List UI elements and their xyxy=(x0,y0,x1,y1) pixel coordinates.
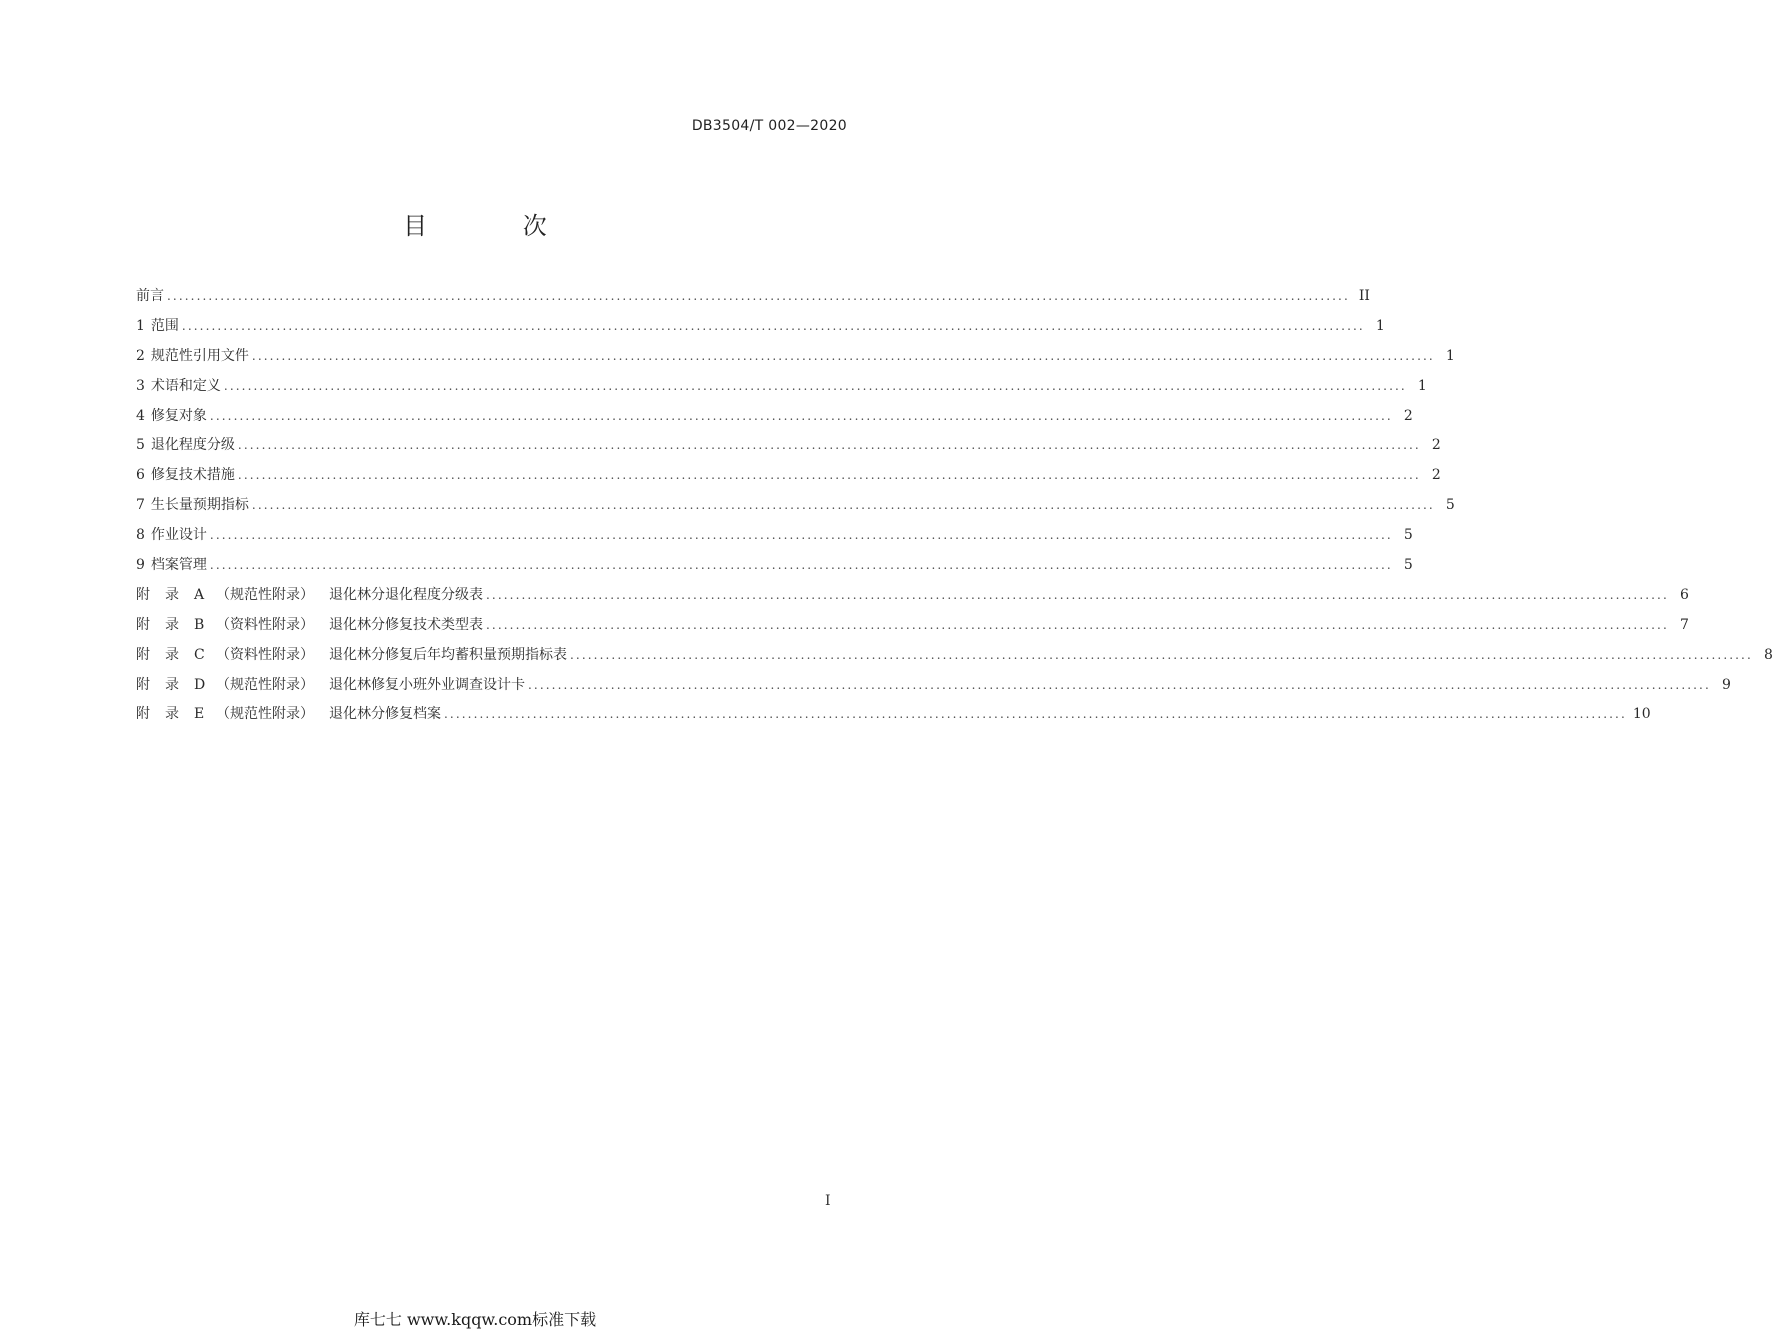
toc-appendix-entry[interactable] xyxy=(136,581,1689,611)
toc-entry-title: 作业设计 xyxy=(150,527,207,544)
toc-entry-page: 1 xyxy=(1417,377,1427,394)
toc-appendix-label xyxy=(136,581,486,611)
appendix-prefix-char: 附 xyxy=(136,616,150,633)
toc-leader-dots: ........................................................................................................................................................................................................ xyxy=(209,558,1393,573)
appendix-prefix xyxy=(136,641,194,671)
toc-appendix-entry[interactable] xyxy=(136,641,1773,671)
appendix-prefix-char: 附 xyxy=(136,586,150,603)
toc-appendix-label xyxy=(136,641,570,671)
toc-entry-label xyxy=(136,372,224,402)
toc-entry-page: 1 xyxy=(1445,347,1455,364)
appendix-kind: （规范性附录） xyxy=(216,586,314,603)
footer-watermark: 库七七 www.kqqw.com标准下载 xyxy=(353,1310,597,1329)
toc-leader-dots: ........................................................................................................................................................................................................ xyxy=(223,378,1407,393)
toc-leader-dots: ........................................................................................................................................................................................................ xyxy=(209,408,1393,423)
toc-entry-title: 规范性引用文件 xyxy=(150,347,249,364)
toc-entry-label xyxy=(136,491,252,521)
toc-entry[interactable] xyxy=(136,342,1455,372)
toc-entry-label xyxy=(136,551,210,581)
toc-entry-title: 前言 xyxy=(136,288,164,304)
toc-entry[interactable] xyxy=(136,402,1413,432)
toc-entry-label xyxy=(136,521,210,551)
table-of-contents xyxy=(136,282,1773,730)
appendix-prefix-char: 附 xyxy=(136,706,150,723)
toc-entry[interactable] xyxy=(136,282,1370,312)
page-number: I xyxy=(825,1193,831,1209)
toc-leader-dots: ........................................................................................................................................................................................................ xyxy=(181,318,1365,333)
toc-entry-title: 术语和定义 xyxy=(150,377,221,394)
toc-entry-number: 2 xyxy=(136,347,145,364)
toc-entry[interactable] xyxy=(136,312,1385,342)
toc-appendix-page: 10 xyxy=(1632,706,1651,723)
toc-entry-title: 退化程度分级 xyxy=(150,437,235,454)
appendix-letter: C xyxy=(194,646,205,663)
toc-appendix-entry[interactable] xyxy=(136,671,1731,701)
toc-leader-dots: ........................................................................................................................................................................................................ xyxy=(528,677,1711,692)
toc-entry-page: 2 xyxy=(1431,437,1441,454)
toc-entry-page: 5 xyxy=(1445,497,1455,514)
toc-entry-number: 5 xyxy=(136,437,145,454)
appendix-title: 退化林分修复后年均蓄积量预期指标表 xyxy=(329,646,567,663)
toc-leader-dots: ........................................................................................................................................................................................................ xyxy=(237,438,1421,453)
toc-entry-page: 5 xyxy=(1403,557,1413,574)
toc-leader-dots: ........................................................................................................................................................................................................ xyxy=(444,707,1627,722)
appendix-prefix-char: 录 xyxy=(165,646,179,663)
document-code: DB3504/T 002—2020 xyxy=(691,118,847,134)
toc-entry-number: 3 xyxy=(136,377,145,394)
toc-leader-dots: ........................................................................................................................................................................................................ xyxy=(486,587,1669,602)
toc-entry-label xyxy=(136,431,238,461)
toc-entry-label xyxy=(136,282,167,312)
toc-leader-dots: ........................................................................................................................................................................................................ xyxy=(167,289,1350,303)
appendix-prefix-char: 录 xyxy=(165,616,179,633)
toc-leader-dots: ........................................................................................................................................................................................................ xyxy=(209,528,1393,543)
toc-entry-number: 1 xyxy=(136,317,145,334)
toc-appendix-page: 9 xyxy=(1721,676,1731,693)
toc-leader-dots: ........................................................................................................................................................................................................ xyxy=(486,617,1669,632)
appendix-letter: A xyxy=(194,586,205,603)
toc-appendix-label xyxy=(136,700,444,730)
toc-entry[interactable] xyxy=(136,431,1441,461)
toc-entry[interactable] xyxy=(136,461,1441,491)
toc-entry-page: 2 xyxy=(1431,467,1441,484)
toc-entry-label xyxy=(136,312,182,342)
toc-leader-dots: ........................................................................................................................................................................................................ xyxy=(237,468,1421,483)
toc-entry-title: 范围 xyxy=(150,317,179,334)
toc-entry-number: 7 xyxy=(136,497,145,514)
appendix-kind: （资料性附录） xyxy=(216,646,314,663)
toc-appendix-label xyxy=(136,671,528,701)
appendix-prefix xyxy=(136,671,194,701)
appendix-prefix-char: 录 xyxy=(165,706,179,723)
appendix-kind: （规范性附录） xyxy=(216,676,314,693)
toc-appendix-page: 6 xyxy=(1679,586,1689,603)
toc-entry-number: 6 xyxy=(136,467,145,484)
toc-entry[interactable] xyxy=(136,491,1455,521)
toc-entry-page: 1 xyxy=(1375,317,1385,334)
toc-appendix-entry[interactable] xyxy=(136,700,1651,730)
toc-leader-dots: ........................................................................................................................................................................................................ xyxy=(570,647,1753,662)
toc-appendix-page: 8 xyxy=(1763,646,1773,663)
page-title: 目 次 xyxy=(403,212,591,240)
appendix-prefix-char: 附 xyxy=(136,676,150,693)
appendix-title: 退化林分修复技术类型表 xyxy=(329,616,483,633)
toc-appendix-label xyxy=(136,611,486,641)
appendix-kind: （资料性附录） xyxy=(216,616,314,633)
toc-entry-label xyxy=(136,342,252,372)
toc-leader-dots: ........................................................................................................................................................................................................ xyxy=(251,498,1435,513)
appendix-title: 退化林分退化程度分级表 xyxy=(329,586,483,603)
toc-entry-number: 9 xyxy=(136,557,145,574)
toc-entry-label xyxy=(136,402,210,432)
toc-entry-page: II xyxy=(1358,288,1370,304)
toc-entry-label xyxy=(136,461,238,491)
appendix-letter: D xyxy=(194,676,206,693)
appendix-title: 退化林分修复档案 xyxy=(329,706,441,723)
appendix-prefix xyxy=(136,581,194,611)
toc-appendix-entry[interactable] xyxy=(136,611,1689,641)
toc-leader-dots: ........................................................................................................................................................................................................ xyxy=(251,348,1435,363)
toc-entry[interactable] xyxy=(136,372,1427,402)
appendix-letter: B xyxy=(194,616,205,633)
toc-entry-number: 8 xyxy=(136,527,145,544)
appendix-prefix-char: 附 xyxy=(136,646,150,663)
appendix-prefix-char: 录 xyxy=(165,676,179,693)
appendix-letter: E xyxy=(194,706,205,723)
appendix-title: 退化林修复小班外业调查设计卡 xyxy=(329,676,525,693)
toc-entry-page: 2 xyxy=(1403,407,1413,424)
toc-entry-title: 修复技术措施 xyxy=(150,467,235,484)
appendix-prefix-char: 录 xyxy=(165,586,179,603)
toc-entry-title: 修复对象 xyxy=(150,407,207,424)
appendix-kind: （规范性附录） xyxy=(216,706,314,723)
toc-entry-page: 5 xyxy=(1403,527,1413,544)
toc-entry-title: 档案管理 xyxy=(150,557,207,574)
appendix-prefix xyxy=(136,611,194,641)
toc-entry[interactable] xyxy=(136,521,1413,551)
toc-appendix-page: 7 xyxy=(1679,616,1689,633)
toc-entry-number: 4 xyxy=(136,407,145,424)
appendix-prefix xyxy=(136,700,194,730)
toc-entry-title: 生长量预期指标 xyxy=(150,497,249,514)
toc-entry[interactable] xyxy=(136,551,1413,581)
